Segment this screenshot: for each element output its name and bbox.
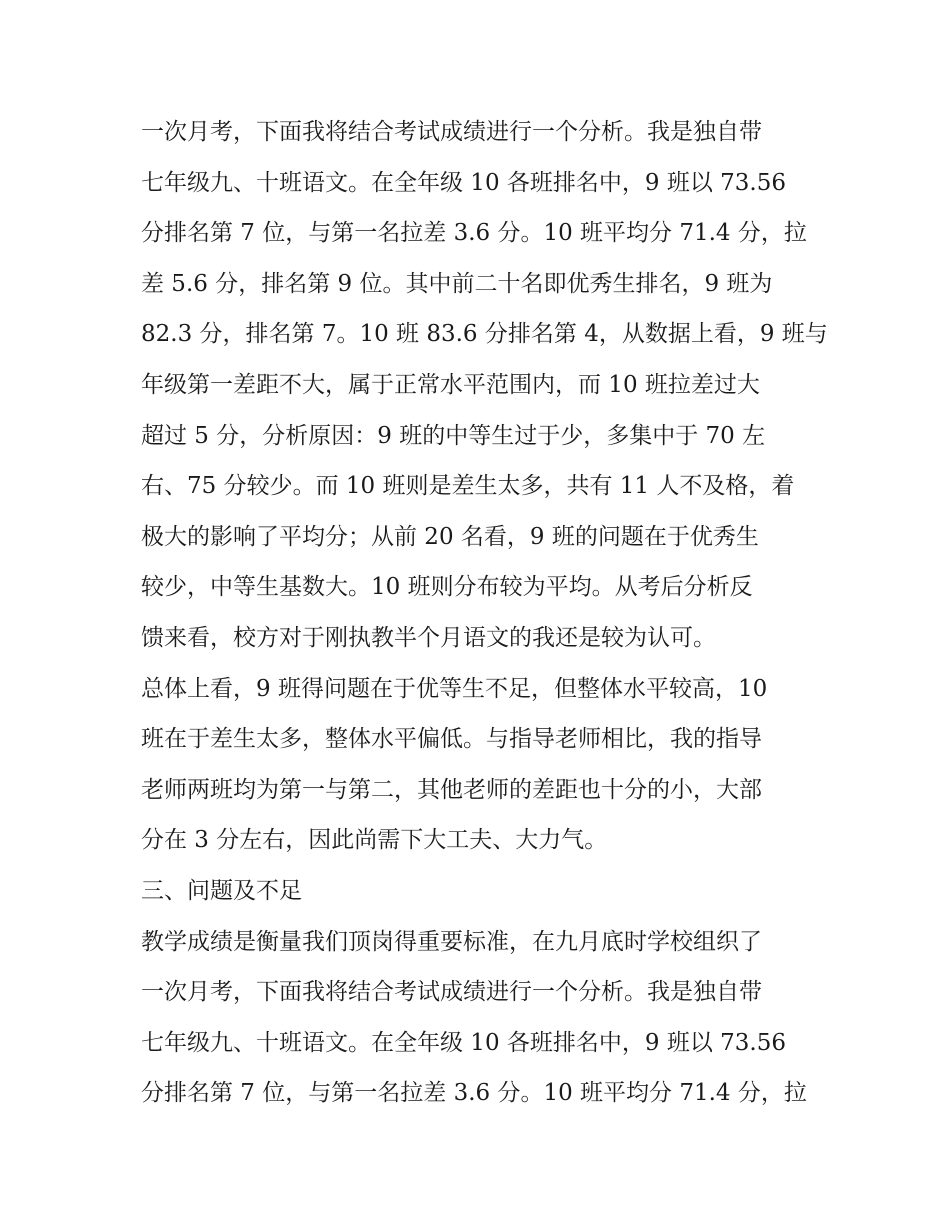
text-line: 分排名第 7 位，与第一名拉差 3.6 分。10 班平均分 71.4 分，拉 [141,1080,807,1107]
text-line: 右、75 分较少。而 10 班则是差生太多，共有 11 人不及格，着 [141,473,795,500]
text-line: 七年级九、十班语文。在全年级 10 各班排名中，9 班以 73.56 [141,169,786,196]
text-line: 年级第一差距不大，属于正常水平范围内，而 10 班拉差过大 [141,371,760,398]
text-line: 分在 3 分左右，因此尚需下大工夫、大力气。 [141,827,608,854]
document-body [141,107,828,1119]
text-line: 82.3 分，排名第 7。10 班 83.6 分排名第 4，从数据上看，9 班与 [141,321,828,348]
text-line: 总体上看，9 班得问题在于优等生不足，但整体水平较高，10 [141,675,768,702]
text-line: 一次月考，下面我将结合考试成绩进行一个分析。我是独自带 [141,979,762,1006]
text-line: 七年级九、十班语文。在全年级 10 各班排名中，9 班以 73.56 [141,1029,786,1056]
text-line: 班在于差生太多，整体水平偏低。与指导老师相比，我的指导 [141,726,762,753]
text-line: 分排名第 7 位，与第一名拉差 3.6 分。10 班平均分 71.4 分，拉 [141,220,807,247]
text-line: 差 5.6 分，排名第 9 位。其中前二十名即优秀生排名，9 班为 [141,270,773,297]
text-line: 教学成绩是衡量我们顶岗得重要标准，在九月底时学校组织了 [141,928,762,955]
section-heading: 三、问题及不足 [141,877,302,904]
text-line: 极大的影响了平均分；从前 20 名看，9 班的问题在于优秀生 [141,523,759,550]
text-line: 超过 5 分，分析原因：9 班的中等生过于少，多集中于 70 左 [141,422,766,449]
text-line: 馈来看，校方对于刚执教半个月语文的我还是较为认可。 [141,624,716,651]
text-line: 较少，中等生基数大。10 班则分布较为平均。从考后分析反 [141,574,753,601]
text-line: 老师两班均为第一与第二，其他老师的差距也十分的小，大部 [141,776,762,803]
text-line: 一次月考，下面我将结合考试成绩进行一个分析。我是独自带 [141,119,762,145]
